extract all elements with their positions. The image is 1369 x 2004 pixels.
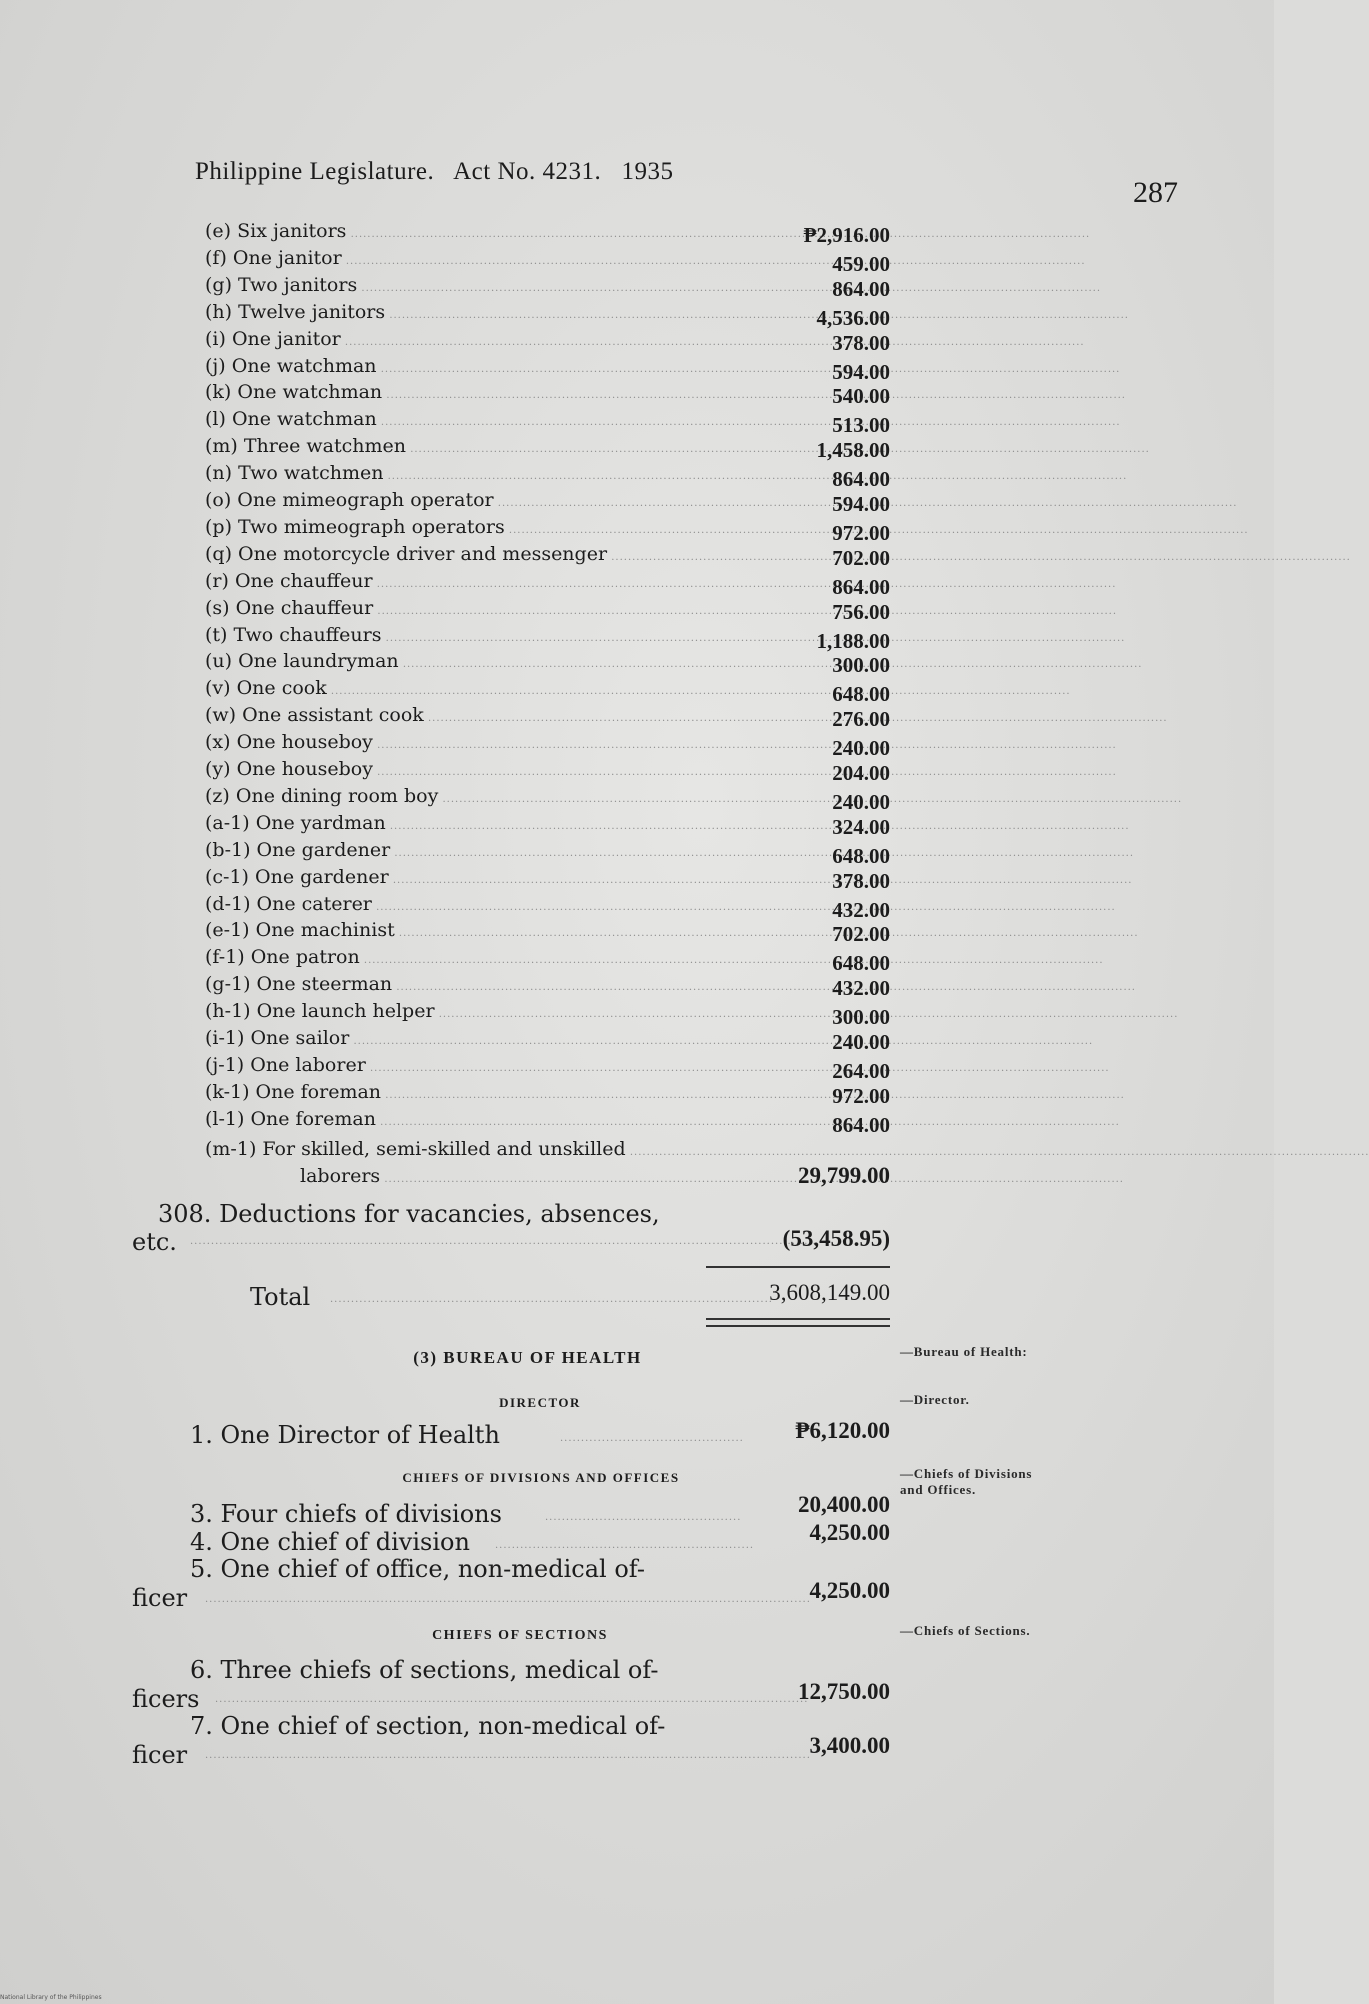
director-amount: ₱6,120.00 <box>795 1418 890 1443</box>
salary-item-label: (a-1) One yardman <box>205 811 386 834</box>
salary-item-row <box>0 622 1274 653</box>
salary-item-row <box>0 406 1274 438</box>
salary-item-label: (m) Three watchmen <box>205 435 407 458</box>
salary-item-amount: 594.00 <box>832 359 890 384</box>
salary-item-amount: 324.00 <box>832 814 890 839</box>
salary-item-row <box>0 541 1274 570</box>
salary-item-amount: 702.00 <box>832 922 890 947</box>
margin-note-divisions-1: —Chiefs of Divisions <box>900 1466 1033 1481</box>
salary-item-label: (h-1) One launch helper <box>205 1000 435 1023</box>
salary-item-amount: 240.00 <box>832 1030 890 1054</box>
deductions-line2: etc. <box>132 1228 177 1256</box>
item-5-leader: ................................................................................................................................................. <box>205 1594 811 1605</box>
salary-item-label: (i-1) One sailor <box>205 1027 350 1049</box>
item-5-label-2: ficer <box>132 1584 188 1612</box>
salary-item-row <box>0 514 1274 545</box>
salary-item-row <box>0 648 1274 678</box>
director-line: 1. One Director of Health <box>190 1421 500 1449</box>
running-header <box>195 158 1095 186</box>
item-m1-label2: laborers <box>300 1165 381 1187</box>
salary-item-label: (t) Two chauffeurs <box>205 623 382 646</box>
salary-item-amount: 378.00 <box>832 868 890 893</box>
salary-item-row <box>0 299 1274 330</box>
item-m1-line1 <box>0 1136 1274 1162</box>
salary-item-label: (e-1) One machinist <box>205 919 395 942</box>
salary-item-row <box>0 837 1274 868</box>
director-leader: ............................................ <box>560 1433 744 1444</box>
subheading-director: DIRECTOR <box>499 1395 581 1410</box>
salary-item-amount: ₱2,916.00 <box>803 223 890 247</box>
salary-item-row <box>0 595 1274 624</box>
item-4-amount: 4,250.00 <box>809 1520 890 1545</box>
item-m1-line2 <box>0 1163 1274 1189</box>
total-leader: .......................................................................................................... <box>330 1294 773 1305</box>
salary-item-amount: 648.00 <box>832 682 890 707</box>
deductions-amount: (53,458.95) <box>782 1226 890 1251</box>
salary-item-amount: 756.00 <box>832 599 890 624</box>
item-7-label-2: ficer <box>132 1741 188 1769</box>
salary-item-row <box>0 218 1274 247</box>
salary-item-amount: 432.00 <box>832 976 890 1001</box>
item-m1-label1: (m-1) For skilled, semi-skilled and unskilled <box>205 1138 626 1160</box>
section-heading-bureau-of-health: (3) BUREAU OF HEALTH <box>413 1348 642 1367</box>
salary-item-amount: 864.00 <box>832 574 890 599</box>
salary-item-label: (p) Two mimeograph operators <box>205 515 505 538</box>
salary-item-row <box>0 1052 1274 1083</box>
salary-item-row <box>0 891 1274 922</box>
salary-item-label: (j-1) One laborer <box>205 1053 366 1076</box>
salary-item-amount: 1,188.00 <box>816 628 890 653</box>
deductions-leader: ...................................................................................................................................................... <box>190 1236 817 1247</box>
salary-item-amount: 264.00 <box>832 1058 890 1083</box>
header-legislature: Philippine Legislature. <box>195 158 435 185</box>
item-3-label: 3. Four chiefs of divisions <box>190 1500 502 1528</box>
salary-item-amount: 972.00 <box>832 520 890 545</box>
salary-item-row <box>0 487 1274 516</box>
salary-item-label: (e) Six janitors <box>205 220 347 242</box>
salary-item-amount: 4,536.00 <box>816 305 890 330</box>
salary-item-row <box>0 1106 1274 1137</box>
salary-item-row <box>0 944 1274 976</box>
salary-item-row <box>0 568 1274 599</box>
salary-item-row <box>0 998 1274 1030</box>
salary-item-amount: 648.00 <box>832 951 890 976</box>
salary-item-amount: 378.00 <box>832 330 890 355</box>
item-5-amount: 4,250.00 <box>809 1578 890 1603</box>
double-rule-top <box>706 1318 890 1320</box>
item-3-amount: 20,400.00 <box>798 1492 890 1517</box>
salary-item-label: (u) One laundryman <box>205 650 399 673</box>
salary-item-label: (k-1) One foreman <box>205 1080 382 1103</box>
item-7-amount: 3,400.00 <box>809 1733 890 1758</box>
margin-note-director: —Director. <box>900 1392 970 1407</box>
salary-item-label: (y) One houseboy <box>205 758 373 780</box>
item-6-leader: .............................................................................................................................................. <box>215 1694 809 1705</box>
scan-footer-mark: National Library of the Philippines <box>0 1994 102 2001</box>
salary-item-amount: 972.00 <box>832 1083 890 1108</box>
double-rule-bottom <box>706 1325 890 1327</box>
salary-item-label: (d-1) One caterer <box>205 892 372 915</box>
salary-item-row <box>0 245 1274 276</box>
salary-item-label: (i) One janitor <box>205 327 341 350</box>
subheading-chiefs-of-divisions: CHIEFS OF DIVISIONS AND OFFICES <box>402 1470 680 1485</box>
salary-item-label: (f-1) One patron <box>205 946 360 969</box>
salary-item-label: (c-1) One gardener <box>205 865 389 888</box>
header-act: Act No. 4231. <box>453 158 602 185</box>
salary-item-amount: 1,458.00 <box>816 438 890 463</box>
salary-item-amount: 300.00 <box>832 1005 890 1030</box>
salary-item-amount: 300.00 <box>832 653 890 678</box>
item-7-leader: ................................................................................................................................................. <box>205 1750 811 1761</box>
salary-item-amount: 864.00 <box>832 1112 890 1137</box>
salary-item-amount: 864.00 <box>832 467 890 492</box>
item-6-label-2: ficers <box>132 1685 200 1713</box>
salary-item-label: (f) One janitor <box>205 246 342 269</box>
page-number: 287 <box>1133 176 1178 209</box>
salary-item-label: (k) One watchman <box>205 381 383 404</box>
salary-item-row <box>0 353 1274 384</box>
salary-item-row <box>0 326 1274 355</box>
subheading-chiefs-of-sections: CHIEFS OF SECTIONS <box>432 1628 608 1643</box>
item-5-label-1: 5. One chief of office, non-medical of- <box>190 1555 645 1583</box>
salary-item-amount: 459.00 <box>832 251 890 276</box>
salary-item-label: (l-1) One foreman <box>205 1107 376 1130</box>
salary-item-label: (g-1) One steerman <box>205 973 393 996</box>
salary-item-amount: 540.00 <box>832 384 890 409</box>
margin-note-sections: —Chiefs of Sections. <box>900 1623 1031 1638</box>
salary-item-row <box>0 272 1274 301</box>
salary-item-amount: 864.00 <box>832 276 890 301</box>
salary-item-label: (r) One chauffeur <box>205 569 373 592</box>
margin-note-bureau-of-health: —Bureau of Health: <box>900 1344 1028 1359</box>
salary-item-amount: 648.00 <box>832 843 890 868</box>
salary-item-label: (j) One watchman <box>205 354 377 377</box>
salary-item-row <box>0 1025 1274 1054</box>
salary-item-row <box>0 675 1274 707</box>
salary-item-label: (n) Two watchmen <box>205 462 384 485</box>
salary-item-amount: 240.00 <box>832 789 890 814</box>
salary-item-row <box>0 917 1274 947</box>
salary-item-label: (x) One houseboy <box>205 731 373 754</box>
item-6-amount: 12,750.00 <box>798 1679 890 1704</box>
total-rule <box>706 1266 890 1268</box>
item-3-leader: ............................................... <box>545 1512 742 1523</box>
item-m1-amount: 29,799.00 <box>798 1163 890 1188</box>
total-label: Total <box>250 1283 311 1311</box>
salary-item-label: (h) Twelve janitors <box>205 300 386 323</box>
salary-item-amount: 276.00 <box>832 707 890 732</box>
salary-item-amount: 702.00 <box>832 545 890 570</box>
total-amount: 3,608,149.00 <box>769 1280 890 1305</box>
salary-item-amount: 240.00 <box>832 736 890 761</box>
item-6-label-1: 6. Three chiefs of sections, medical of- <box>190 1656 659 1684</box>
deductions-line1: 308. Deductions for vacancies, absences, <box>158 1200 660 1228</box>
salary-item-label: (s) One chauffeur <box>205 596 374 619</box>
salary-item-row <box>0 971 1274 1001</box>
salary-item-amount: 432.00 <box>832 897 890 922</box>
salary-item-row <box>0 379 1274 409</box>
item-4-leader: .............................................................. <box>495 1540 755 1551</box>
salary-item-amount: 513.00 <box>832 413 890 438</box>
item-4-label: 4. One chief of division <box>190 1528 470 1556</box>
salary-item-label: (q) One motorcycle driver and messenger <box>205 542 608 565</box>
salary-item-label: (v) One cook <box>205 677 327 700</box>
salary-item-label: (l) One watchman <box>205 408 377 431</box>
salary-item-row <box>0 864 1274 893</box>
salary-item-row <box>0 460 1274 492</box>
salary-item-label: (b-1) One gardener <box>205 838 391 861</box>
salary-item-row <box>0 756 1274 785</box>
salary-item-label: (z) One dining room boy <box>205 784 439 807</box>
salary-item-amount: 594.00 <box>832 492 890 516</box>
salary-item-row <box>0 1079 1274 1108</box>
salary-item-amount: 204.00 <box>832 761 890 785</box>
header-year: 1935 <box>621 158 674 185</box>
salary-item-row <box>0 783 1274 814</box>
item-7-label-1: 7. One chief of section, non-medical of- <box>190 1712 666 1740</box>
salary-item-row <box>0 433 1274 463</box>
salary-item-label: (g) Two janitors <box>205 273 358 296</box>
margin-note-divisions-2: and Offices. <box>900 1482 977 1497</box>
salary-item-row <box>0 702 1274 732</box>
salary-item-label: (w) One assistant cook <box>205 704 424 727</box>
salary-item-row <box>0 729 1274 761</box>
salary-item-row <box>0 810 1274 839</box>
salary-item-label: (o) One mimeograph operator <box>205 489 494 511</box>
